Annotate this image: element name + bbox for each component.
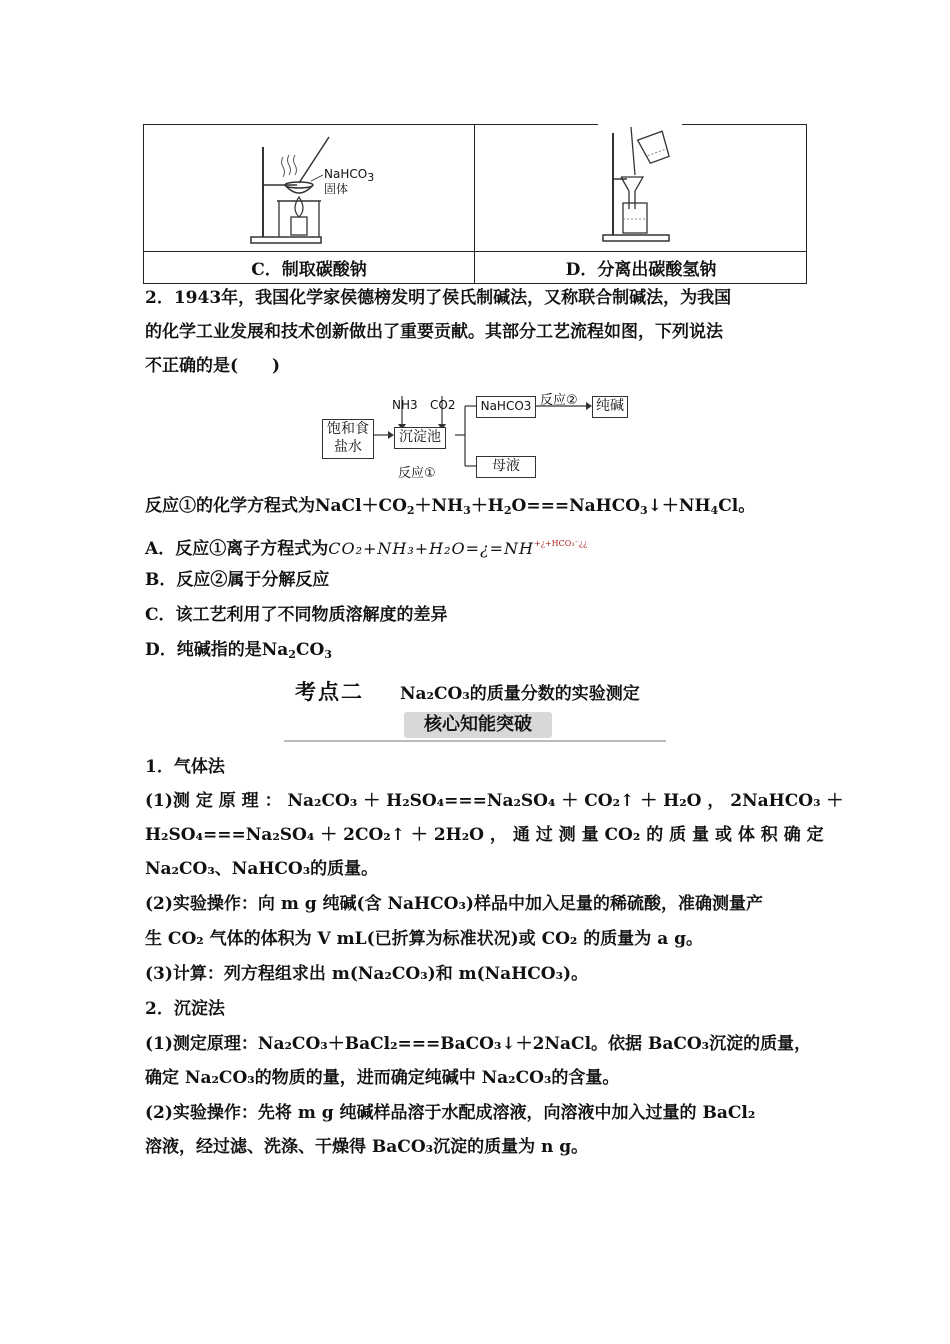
reaction1-equation: 反应①的化学方程式为$NaCl+CO_2+NH_3+H_2O===NaHCO_3↓+NH_4Cl$。 bbox=[145, 496, 756, 517]
caption-c: C．制取碳酸钠 bbox=[251, 260, 367, 280]
paragraph-line: 溶液，经过滤、洗涤、干燥得 BaCO₃沉淀的质量为 n g。 bbox=[145, 1137, 589, 1157]
flow-label-reaction1: 反应① bbox=[398, 466, 436, 481]
eq-part: 反应①的化学方程式为NaCl＋CO bbox=[145, 496, 407, 516]
flow-box-brine bbox=[322, 419, 374, 459]
paragraph-line: (3)计算：列方程组求出 m(Na₂CO₃)和 m(NaHCO₃)。 bbox=[145, 964, 589, 984]
flow-label-nh3: NH3 bbox=[392, 398, 418, 412]
eq-part: ＋H bbox=[470, 496, 504, 516]
eq-part: Cl。 bbox=[718, 496, 756, 516]
paragraph-line: 生 CO₂ 气体的体积为 V mL(已折算为标准状况)或 CO₂ 的质量为 a g。 bbox=[145, 929, 704, 949]
eq-part: O===NaHCO bbox=[511, 496, 641, 516]
flow-label: NaHCO3 bbox=[480, 399, 532, 413]
flow-box-nahco3 bbox=[476, 396, 536, 418]
option-d: D．纯碱指的是$Na_2CO_3$ bbox=[145, 640, 332, 661]
section-subtitle: Na₂CO₃的质量分数的实验测定 bbox=[400, 684, 640, 704]
option-text: D．纯碱指的是Na bbox=[145, 640, 289, 660]
label-nahco3-solid bbox=[324, 167, 374, 197]
section-title: 考点二 bbox=[295, 680, 364, 704]
flow-box-mother-liquor bbox=[476, 456, 536, 478]
option-a bbox=[145, 533, 807, 560]
paragraph-line: (2)实验操作：先将 m g 纯碱样品溶于水配成溶液，向溶液中加入过量的 BaCl₂ bbox=[145, 1103, 756, 1123]
label-solid: 固体 bbox=[324, 182, 349, 196]
caption-d: D．分离出碳酸氢钠 bbox=[565, 260, 717, 280]
apparatus-table bbox=[143, 124, 807, 284]
heading-precipitation-method: 2．沉淀法 bbox=[145, 999, 225, 1019]
table-divider bbox=[144, 251, 806, 252]
flow-box-soda bbox=[592, 396, 628, 418]
question-line: 不正确的是( ) bbox=[145, 356, 281, 376]
flow-label: 纯碱 bbox=[596, 398, 624, 414]
flow-label-reaction2: 反应② bbox=[540, 393, 578, 408]
section-banner: 核心知能突破 bbox=[404, 712, 552, 738]
question-line: 2．1943年，我国化学家侯德榜发明了侯氏制碱法，又称联合制碱法，为我国 bbox=[145, 288, 732, 308]
option-text: CO bbox=[295, 640, 325, 660]
ion-equation: CO₂+NH₃+H₂O=¿=NH bbox=[328, 539, 534, 558]
option-text: A．反应①离子方程式为 bbox=[145, 539, 329, 559]
paragraph-line: 确定 Na₂CO₃的物质的量，进而确定纯碱中 Na₂CO₃的含量。 bbox=[145, 1068, 620, 1088]
option-b: B．反应②属于分解反应 bbox=[145, 570, 330, 590]
banner-underline bbox=[284, 740, 666, 742]
paragraph-line: (1)测定原理：Na₂CO₃＋BaCl₂===BaCO₃↓＋2NaCl。依据 BaCO₃沉淀的质量， bbox=[145, 1034, 812, 1054]
flow-label: 母液 bbox=[492, 458, 520, 474]
eq-part: ↓＋NH bbox=[647, 496, 711, 516]
flow-label: 沉淀池 bbox=[399, 429, 441, 445]
ion-equation-superscript: +¿+HCO₃⁻¿¿ bbox=[533, 539, 588, 548]
eq-part: ＋NH bbox=[414, 496, 464, 516]
heading-gas-method: 1．气体法 bbox=[145, 757, 225, 777]
label-sub: 3 bbox=[367, 171, 375, 184]
flow-label-co2: CO2 bbox=[430, 398, 456, 412]
option-c: C．该工艺利用了不同物质溶解度的差异 bbox=[145, 605, 448, 625]
question-line: 的化学工业发展和技术创新做出了重要贡献。其部分工艺流程如图，下列说法 bbox=[145, 322, 723, 342]
table-divider bbox=[474, 125, 475, 283]
paragraph-line: Na₂CO₃、NaHCO₃的质量。 bbox=[145, 859, 379, 879]
paragraph-line: H₂SO₄===Na₂SO₄ ＋ 2CO₂↑ ＋ 2H₂O ， 通 过 测 量 CO₂ 的 质 量 或 体 积 确 定 bbox=[145, 825, 824, 845]
paragraph-line: (1)测 定 原 理 ： Na₂CO₃ ＋ H₂SO₄===Na₂SO₄ ＋ CO₂↑ ＋ H₂O ， 2NaHCO₃ ＋ bbox=[145, 791, 844, 811]
flow-box-pool bbox=[394, 427, 446, 449]
label-chem: NaHCO bbox=[324, 167, 368, 181]
paragraph-line: (2)实验操作：向 m g 纯碱(含 NaHCO₃)样品中加入足量的稀硫酸，准确测量产 bbox=[145, 894, 763, 914]
flow-label: 饱和食盐水 bbox=[327, 421, 369, 455]
filtration-apparatus-image bbox=[599, 125, 689, 249]
